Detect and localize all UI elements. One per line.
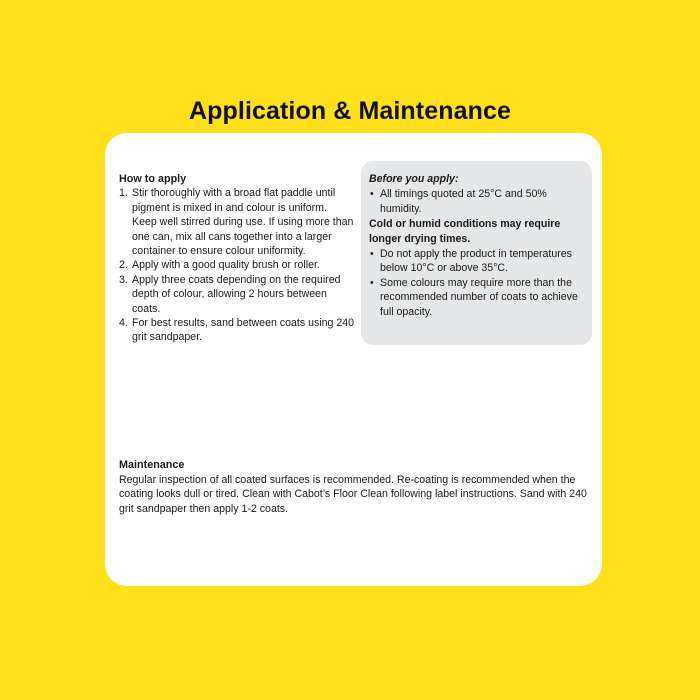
how-to-apply-heading: How to apply: [119, 173, 187, 185]
step-number: 1.: [119, 187, 128, 200]
maintenance-heading: Maintenance: [119, 459, 185, 471]
step-text: Apply three coats depending on the required depth of colour, allowing 2 hours between coats.: [132, 273, 341, 315]
step-number: 3.: [119, 273, 128, 286]
timing-bullet-list: [369, 187, 582, 216]
step-item: [119, 316, 354, 345]
bullet-text: Do not apply the product in temperatures below 10°C or above 35°C.: [380, 248, 572, 275]
bullet-icon: •: [370, 276, 374, 289]
before-you-apply-heading: Before you apply:: [369, 173, 459, 185]
before-you-apply-box: [361, 161, 592, 345]
maintenance-text: Regular inspection of all coated surfaces is recommended. Re-coating is recommended when the coating looks dull or tired. Clean with Cabot’s Floor Clean following label instructions. Sand with 240 grit sandpaper then apply 1-2 coats.: [119, 473, 587, 515]
maintenance-section: [119, 458, 589, 516]
step-text: Stir thoroughly with a broad flat paddle until pigment is mixed in and colour is uniform. Keep well stirred during use. If using more than one can, mix all cans together into a larger container to ensure colour uniformity.: [132, 187, 354, 258]
bullet-icon: •: [370, 248, 374, 261]
steps-list: [119, 186, 354, 344]
step-text: Apply with a good quality brush or roller.: [132, 259, 320, 272]
bullet-item: [369, 276, 582, 319]
bullet-icon: •: [370, 188, 374, 201]
bullet-item: [369, 247, 582, 276]
step-item: [119, 258, 354, 272]
bullet-text: All timings quoted at 25°C and 50% humidity.: [380, 188, 547, 215]
step-number: 4.: [119, 317, 128, 330]
step-text: For best results, sand between coats using 240 grit sandpaper.: [132, 317, 355, 344]
step-item: [119, 273, 354, 316]
page-title: Application & Maintenance: [189, 97, 511, 125]
drying-warning-heading: Cold or humid conditions may require longer drying times.: [369, 218, 561, 245]
content-card: [105, 133, 602, 586]
bullet-item: [369, 187, 582, 216]
step-item: [119, 186, 354, 258]
how-to-apply-section: [119, 172, 354, 345]
bullet-text: Some colours may require more than the recommended number of coats to achieve full opacity.: [380, 276, 578, 318]
conditions-bullet-list: [369, 247, 582, 319]
step-number: 2.: [119, 259, 128, 272]
